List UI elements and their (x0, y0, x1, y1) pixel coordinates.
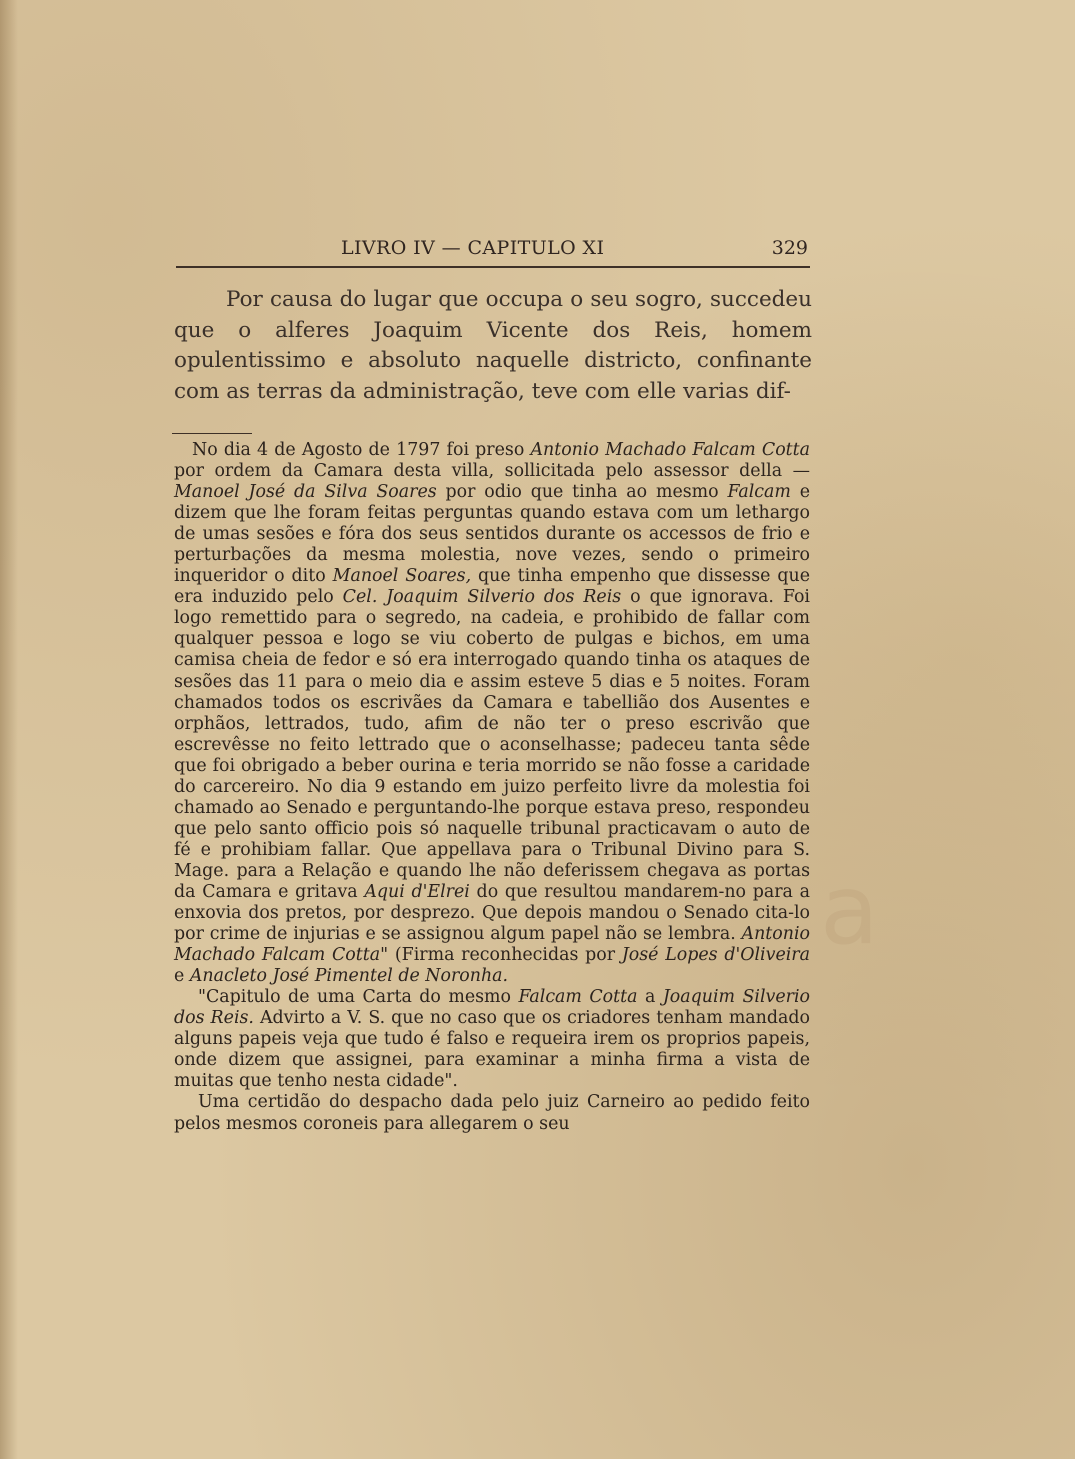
footnote-paragraph-2 (174, 987, 810, 1092)
footnote-paragraph-1 (174, 440, 810, 987)
footnote-text: No dia 4 de Agosto de 1797 foi preso (192, 440, 531, 460)
footnote-text: Advirto a V. S. que no caso que os criadores tenham mandado alguns papeis veja que tudo é falso e requeira irem os proprios papeis, onde dizem que assignei, para examinar a minha firma a vista de muitas que tenho nesta cidade". (174, 1008, 810, 1092)
footnote-text: (Firma reconhecidas por (388, 945, 622, 966)
footnote-text: do que resultou mandarem-no para a enxovia dos pretos, por desprezo. Que depois mandou o Senado cita-lo por crime de injurias e se assignou algum papel não se lembra. (174, 881, 810, 945)
footnote-italic: Manoel José da Silva Soares (174, 482, 437, 503)
chapter-title: LIVRO IV — CAPITULO XI (341, 237, 605, 259)
footnote-italic: Manoel Soares, (332, 566, 472, 587)
footnote-italic: Falcam (727, 482, 791, 503)
footnote-italic: Antonio Machado Falcam Cotta" (174, 924, 810, 966)
footnote-italic: Cel. Joaquim Silverio dos Reis (342, 587, 622, 608)
footnote (174, 440, 810, 1135)
footnote-text: e dizem que lhe foram feitas perguntas quando estava com um lethargo de umas sesões e fóra dos seus sentidos durante os accessos de frio e perturbações da mesma molestia, nove vezes, sendo o primeiro inqueridor o dito (174, 482, 810, 587)
footnote-text: que tinha empenho que dissesse que era induzido pelo (174, 566, 810, 608)
footnote-text: por odio que tinha ao mesmo (436, 482, 728, 503)
faded-watermark: a (820, 854, 879, 966)
main-paragraph: Por causa do lugar que occupa o seu sogro, succedeu que o alferes Joaquim Vicente dos Reis, homem opulentissimo e absoluto naquelle districto, confinante com as terras da administração, teve com elle varias dif- (174, 287, 812, 404)
page-number: 329 (771, 237, 808, 259)
footnote-italic: Antonio Machado Falcam Cotta (530, 440, 811, 460)
footnote-italic: Anacleto José Pimentel de Noronha. (189, 966, 509, 987)
footnote-italic: Aqui d'Elrei (364, 881, 470, 902)
footnote-text: "Capitulo de uma Carta do mesmo (198, 987, 519, 1008)
footnote-italic: José Lopes d'Oliveira (621, 945, 810, 966)
footnote-text: e (174, 966, 190, 987)
running-header (176, 236, 810, 268)
footnote-paragraph-3: Uma certidão do despacho dada pelo juiz Carneiro ao pedido feito pelos mesmos coroneis para allegarem o seu (174, 1092, 810, 1134)
footnote-italic: Falcam Cotta (518, 987, 638, 1008)
page-edge-shadow (0, 0, 18, 1459)
footnote-text: o que ignorava. Foi logo remettido para o segredo, na cadeia, e prohibido de fallar com qualquer pessoa e logo se viu coberto de pulgas e bichos, em uma camisa cheia de fedor e só era interrogado quando tinha os ataques de sesões das 11 para o meio dia e assim esteve 5 dias e 5 noites. Foram chamados todos os escrivães da Camara e tabellião dos Ausentes e orphãos, lettrados, tudo, afim de não ter o preso escrivão que escrevêsse no feito lettrado que o aconselhasse; padeceu tanta sêde que foi obrigado a beber ourina e teria morrido se não fosse a caridade do carcereiro. No dia 9 estando em juizo perfeito livre da molestia foi chamado ao Senado e perguntando-lhe porque estava preso, respondeu que pelo santo officio pois só naquelle tribunal practicavam o auto de fé e prohibiam fallar. Que appellava para o Tribunal Divino para S. Mage. para a Relação e quando lhe não deferissem chegava as portas da Camara e gritava (174, 587, 810, 902)
footnote-separator (172, 433, 252, 434)
footnote-italic: Joaquim Silverio dos Reis. (174, 987, 810, 1029)
footnote-text: a (637, 987, 663, 1008)
footnote-text: por ordem da Camara desta villa, sollicitada pelo assessor della — (174, 461, 810, 482)
